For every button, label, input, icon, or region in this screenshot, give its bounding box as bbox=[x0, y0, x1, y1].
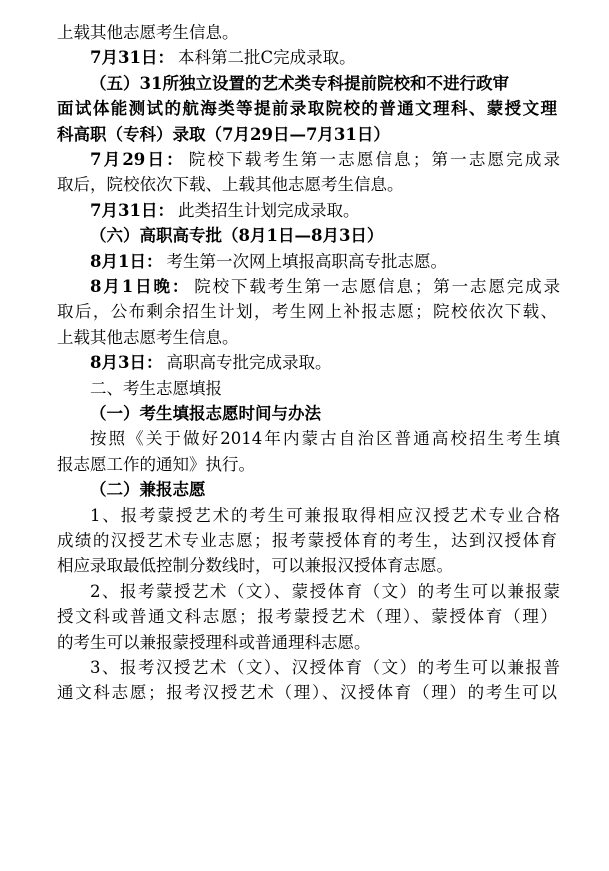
section-heading: （二）兼报志愿 bbox=[90, 480, 206, 500]
section-heading-cont: 科高职（专科）录取（7月29日—7月31日） bbox=[57, 124, 390, 144]
paragraph-line: 取后，院校依次下载、上载其他志愿考生信息。 bbox=[57, 175, 404, 195]
schedule-date: 7月29日： bbox=[90, 150, 185, 169]
schedule-date: 7月31日： bbox=[90, 200, 174, 220]
schedule-text: 本科第二批C完成录取。 bbox=[177, 48, 356, 68]
paragraph-line: 授文科或普通文科志愿；报考蒙授艺术（理）、蒙授体育（理） bbox=[57, 607, 557, 627]
paragraph-line: 上载其他志愿考生信息。 bbox=[57, 327, 239, 347]
section-heading: （一）考生填报志愿时间与办法 bbox=[90, 404, 321, 423]
paragraph-line: 取后，公布剩余招生计划，考生网上补报志愿；院校依次下载、 bbox=[57, 302, 557, 322]
schedule-entry bbox=[90, 274, 560, 300]
section-heading: （五）31所独立设置的艺术类专科提前院校和不进行政审 bbox=[90, 73, 509, 93]
schedule-text: 考生第一次网上填报高职高专批志愿。 bbox=[166, 251, 447, 271]
paragraph-line: 1、报考蒙授艺术的考生可兼报取得相应汉授艺术专业合格 bbox=[90, 505, 560, 525]
paragraph-line: 通文科志愿；报考汉授艺术（理）、汉授体育（理）的考生可以 bbox=[57, 683, 557, 703]
schedule-date: 8月1日晚： bbox=[90, 277, 191, 296]
schedule-entry bbox=[90, 350, 560, 376]
paragraph-line: 按照《关于做好2014年内蒙古自治区普通高校招生考生填 bbox=[90, 429, 560, 449]
chapter-heading: 二、考生志愿填报 bbox=[90, 378, 222, 398]
schedule-date: 8月1日： bbox=[90, 251, 163, 271]
section-heading: （六）高职高专批（8月1日—8月3日） bbox=[90, 226, 384, 246]
schedule-entry bbox=[90, 198, 560, 224]
paragraph-line: 报志愿工作的通知》执行。 bbox=[57, 454, 255, 474]
schedule-date: 7月31日： bbox=[90, 48, 174, 68]
paragraph-line: 成绩的汉授艺术专业志愿；报考蒙授体育的考生，达到汉授体育 bbox=[57, 531, 557, 550]
schedule-entry bbox=[90, 147, 560, 173]
paragraph-line: 2、报考蒙授艺术（文）、蒙授体育（文）的考生可以兼报蒙 bbox=[90, 581, 560, 601]
schedule-text: 院校下载考生第一志愿信息；第一志愿完成录 bbox=[188, 150, 560, 169]
section-heading-cont: 面试体能测试的航海类等提前录取院校的普通文理科、蒙授文理 bbox=[57, 99, 557, 119]
schedule-entry bbox=[90, 45, 560, 71]
paragraph-line: 上载其他志愿考生信息。 bbox=[57, 23, 239, 42]
schedule-text: 高职高专批完成录取。 bbox=[166, 353, 332, 373]
schedule-date: 8月3日： bbox=[90, 353, 163, 373]
paragraph-line: 的考生可以兼报蒙授理科或普通理科志愿。 bbox=[57, 632, 371, 652]
paragraph-line: 3、报考汉授艺术（文）、汉授体育（文）的考生可以兼报普 bbox=[90, 658, 560, 677]
schedule-entry bbox=[90, 249, 560, 275]
schedule-text: 此类招生计划完成录取。 bbox=[177, 200, 360, 220]
schedule-text: 院校下载考生第一志愿信息；第一志愿完成录 bbox=[194, 277, 560, 296]
paragraph-line: 相应录取最低控制分数线时，可以兼报汉授体育志愿。 bbox=[57, 556, 453, 576]
